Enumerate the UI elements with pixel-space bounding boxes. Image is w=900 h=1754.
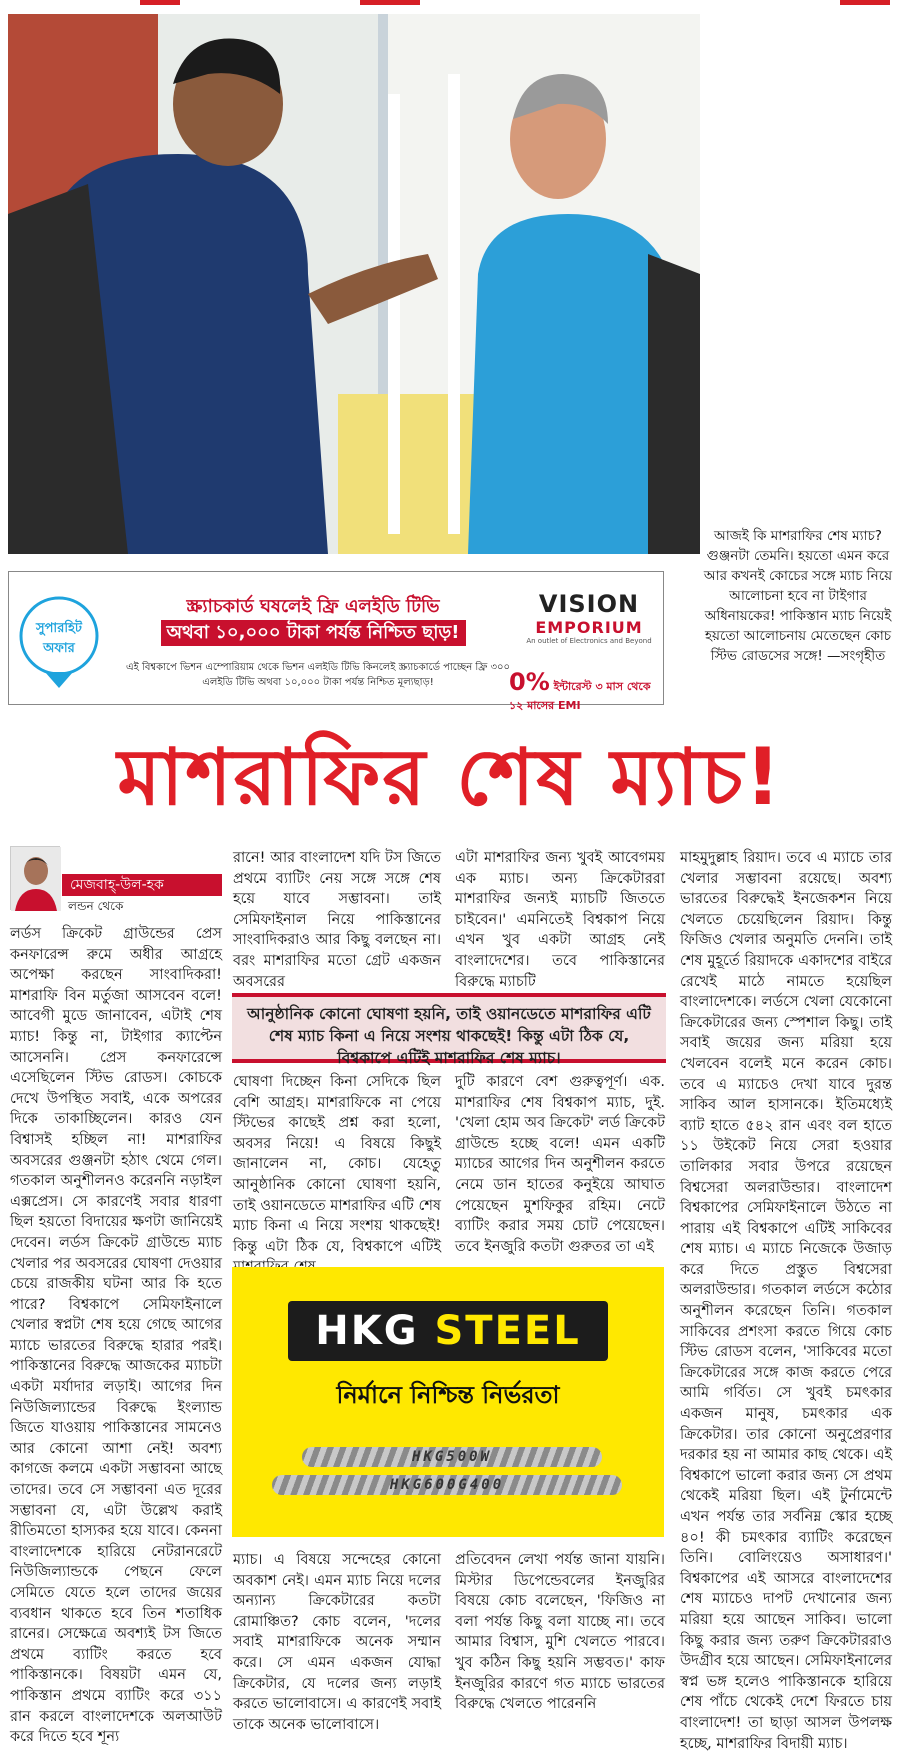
article-column-3b: দুটি কারণে বেশ গুরুত্বপূর্ণ। এক. মাশরাফির শেষ বিশ্বকাপ ম্যাচ, দুই. 'খেলা হোম অব ক্রিকেট' লর্ড ক্রিকেট গ্রাউন্ডে হচ্ছে বলে! এমন একটি ম্যাচের আগের দিন অনুশীলন করতে নেমে ডান হাতের কনুইয়ে আঘাত পেয়েছেন মুশফিকুর রহিম। নেটে ব্যাটিং করার সময় চোট পেয়েছেন। তবে ইনজুরি কতটা গুরুতর তা এই [455,1074,665,1255]
article-column-2a: রানে! আর বাংলাদেশ যদি টস জিতে প্রথমে ব্যাটিং নেয় সঙ্গে সঙ্গে শেষ হয়ে যাবে সম্ভাবনা। তাই সেমিফাইনাল নিয়ে পাকিস্তানের সাংবাদিকরাও আর কিছু বলছেন না। বরং মাশরাফির মতো গ্রেট একজন অবসরের [233,850,441,990]
news-photo [8,14,700,554]
author-photo [10,846,60,910]
top-rule [0,0,900,6]
ad1-line2: অথবা ১০,০০০ টাকা পর্যন্ত নিশ্চিত ছাড়! [161,620,466,646]
ad1-emi-pct: 0% [509,668,550,696]
article-column-2c: ম্যাচ। এ বিষয়ে সন্দেহের কোনো অবকাশ নেই। এমন ম্যাচ নিয়ে দলের অন্যান্য ক্রিকেটারের কতটা রোমাঞ্চিত? কোচ বলেন, 'দলের সবাই মাশরাফিকে অনেক সম্মান করে। সে এমন একজন যোদ্ধা ক্রিকেটার, যে দলের জন্য লড়াই করতে ভালোবাসে। এ কারণেই সবাই তাকে অনেক ভালোবাসে। [233,1552,441,1733]
ad1-headline [113,594,513,646]
photo-caption: আজই কি মাশরাফির শেষ ম্যাচ? গুঞ্জনটা তেমনি। হয়তো এমন করে আর কখনই কোচের সঙ্গে ম্যাচ নিয়ে আলোচনা হবে না টাইগার অধিনায়কের! পাকিস্তান ম্যাচ নিয়েই হয়তো আলোচনায় মেতেছেন কোচ স্টিভ রোডসের সঙ্গে! —সংগৃহীত [703,528,893,664]
superhit-offer-logo [17,594,101,690]
svg-text:সুপারহিট: সুপারহিট [36,621,82,636]
ad1-subtext: এই বিশ্বকাপে ভিশন এম্পোরিয়াম থেকে ভিশন এলইডি টিভি কিনলেই স্ক্র্যাচকার্ডে পাচ্ছেন ফ্রি ৩০০ এলইডি টিভি অথবা ১০,০০০ টাকা পর্যন্ত নিশ্চিত মূল্যছাড়! [125,662,510,688]
ad1-brand: VISION [538,590,640,618]
ad2-logo-b: STEEL [434,1308,581,1354]
article-column-4: মাহমুদুল্লাহ রিয়াদ। তবে এ ম্যাচে তার খেলার সম্ভাবনা রয়েছে। অবশ্য ভারতের বিরুদ্ধেই ইনজেকশন নিয়ে খেলতে চেয়েছিলেন রিয়াদ। কিন্তু ফিজিও খেলার অনুমতি দেননি। তাই শেষ মুহূর্তে রিয়াদকে একাদশের বাইরে রেখেই মাঠে নামতে হয়েছিল বাংলাদেশকে। লর্ডসে খেলা যেকোনো ক্রিকেটারের জন্য স্পেশাল কিছু। তাই সবাই জয়ের জন্য মরিয়া হয়ে খেলবেন বলেই মনে করেন কোচ। তবে এ ম্যাচেও দেখা যাবে দুরন্ত সাকিব আল হাসানকে। ইতিমধ্যেই ব্যাট হাতে ৫৪২ রান এবং বল হাতে ১১ উইকেট নিয়ে সেরা হওয়ার তালিকার সবার উপরে রয়েছেন বিশ্বসেরা অলরাউন্ডার। বাংলাদেশ বিশ্বকাপের সেমিফাইনালে উঠতে না পারায় এই বিশ্বকাপে এটিই সাকিবের শেষ ম্যাচ। এ ম্যাচে নিজেকে উজাড় করে দিতে প্রস্তুত বিশ্বসেরা অলরাউন্ডার। গতকাল লর্ডসে কঠোর অনুশীলন করেছেন তিনি। গতকাল সাকিবের প্রশংসা করতে গিয়ে কোচ স্টিভ রোডস বলেন, 'সাকিবের মতো ক্রিকেটারের সঙ্গে কাজ করতে পেরে আমি গর্বিত। সে খুবই চমৎকার একজন মানুষ, চমৎকার এক ক্রিকেটার। তার কোনো অনুপ্রেরণার দরকার হয় না আমার কাছ থেকে। এই বিশ্বকাপে ভালো করার জন্য সে প্রথম থেকেই মরিয়া ছিল। এই টুর্নামেন্টে এখন পর্যন্ত তার সর্বনিম্ন স্কোর হচ্ছে ৪০! কী চমৎকার ব্যাটিং করেছেন তিনি। বোলিংয়েও অসাধারণ।' বিশ্বকাপের এই আসরে বাংলাদেশের শেষ ম্যাচেও দাপট দেখানোর জন্য মরিয়া হয়ে আছেন সাকিব। ভালো কিছু করার জন্য তরুণ ক্রিকেটাররাও উদগ্রীব হয়ে আছেন। সেমিফাইনালের স্বপ্ন ভঙ্গ হলেও পাকিস্তানকে হারিয়ে শেষ পাঁচে থেকেই দেশে ফিরতে চায় বাংলাদেশ! তা ছাড়া আসল উপলক্ষ হচ্ছে, মাশরাফির বিদায়ী ম্যাচ। [680,850,892,1752]
hkg-steel-ad[interactable] [232,1267,664,1537]
vision-emporium-ad[interactable] [8,571,664,712]
author-location: লন্ডন থেকে [68,899,124,913]
svg-text:অফার: অফার [43,641,75,656]
headline: মাশরাফির শেষ ম্যাচ! [117,733,783,823]
ad1-emi-text: ইন্টারেস্ট ৩ মাস থেকে ১২ মাসের EMI [509,680,651,712]
ad2-tagline: নির্মানে নিশ্চিন্ত নির্ভরতা [336,1381,560,1409]
article-column-3a: এটা মাশরাফির জন্য খুবই আবেগময় এক ম্যাচ। অন্য ক্রিকেটাররা মাশরাফির জন্যই ম্যাচটি জিততে চাইবেন।' এমনিতেই বিশ্বকাপ নিয়ে এখন খুব একটা আগ্রহ নেই বাংলাদেশের। তবে পাকিস্তানের বিরুদ্ধে ম্যাচটি [455,850,665,990]
vision-logo [521,590,657,645]
ad1-line1: স্ক্র্যাচকার্ড ঘষলেই ফ্রি এলইডি টিভি [186,596,440,617]
article-column-1: লর্ডস ক্রিকেট গ্রাউন্ডের প্রেস কনফারেন্স রুমে অধীর আগ্রহে অপেক্ষা করছেন সাংবাদিকরা! মাশরাফি বিন মর্তুজা আসবেন বলে! আবেগী মুডে জানাবেন, এটাই শেষ ম্যাচ! কিন্তু না, টাইগার ক্যাপ্টেন আসেননি। প্রেস কনফারেন্সে এসেছিলেন স্টিভ রোডস। কোচকে দেখে উপস্থিত সবাই, একে অপরের দিকে তাকাচ্ছিলেন। কারও যেন বিশ্বাসই হচ্ছিল না! মাশরাফির অবসরের গুঞ্জনটা হঠাৎ থেমে গেল। গতকাল অনুশীলনও করেননি নড়াইল এক্সপ্রেস। সে কারণেই সবার ধারণা ছিল হয়তো বিদায়ের ক্ষণটা জানিয়েই দেবেন। লর্ডস ক্রিকেট গ্রাউন্ডে ম্যাচ খেলার পর অবসরের ঘোষণা দেওয়ার চেয়ে রাজকীয় ঘটনা আর কি হতে পারে? বিশ্বকাপে সেমিফাইনালে খেলার স্বপ্নটা শেষ হয়ে গেছে আগের ম্যাচে ভারতের বিরুদ্ধে হারার পরই। পাকিস্তানের বিরুদ্ধে আজকের ম্যাচটা একটা মর্যাদার লড়াই। আগের দিন নিউজিল্যান্ডের বিরুদ্ধে ইংল্যান্ড জিতে যাওয়ায় পাকিস্তানের সামনেও আর কোনো আশা নেই! অবশ্য কাগজে কলমে একটা সম্ভাবনা আছে তাদের। তবে সে সম্ভাবনা এত দূরের সম্ভাবনা যে, এটা উল্লেখ করাই রীতিমতো হাস্যকর হয়ে যাবে। কেননা বাংলাদেশকে হারিয়ে নেটরানরেটে নিউজিল্যান্ডকে পেছনে ফেলে সেমিতে যেতে হলে তাদের জয়ের ব্যবধান থাকতে হবে তিন শতাধিক রানের। সেক্ষেত্রে অবশ্যই টস জিতে প্রথমে ব্যাটিং করতে হবে পাকিস্তানকে। বিষয়টা এমন যে, পাকিস্তান প্রথমে ব্যাটিং করে ৩১১ রান করলে বাংলাদেশকে অলআউট করে দিতে হবে শূন্য [10,926,222,1746]
ad1-emi [509,668,663,716]
rebar-2: HKG600G400 [272,1475,622,1495]
hkg-steel-logo [288,1301,608,1361]
author-name: মেজবাহ্-উল-হক [62,874,222,896]
ad1-brand2: EMPORIUM [535,618,643,637]
article-column-2b: ঘোষণা দিচ্ছেন কিনা সেদিকে ছিল বেশি আগ্রহ। মাশরাফিকে না পেয়ে স্টিভের কাছেই প্রশ্ন করা হলো, অবসর নিয়ে! এ বিষয়ে কিছুই জানালেন না, কোচ। যেহেতু আনুষ্ঠানিক কোনো ঘোষণা হয়নি, তাই ওয়ানডেতে মাশরাফির এটি শেষ ম্যাচ কিনা এ নিয়ে সংশয় থাকছেই! কিন্তু এটা ঠিক যে, বিশ্বকাপে এটিই [233,1074,441,1255]
ad1-brand3: An outlet of Electronics and Beyond [526,637,652,645]
article-column-3c: প্রতিবেদন লেখা পর্যন্ত জানা যায়নি। মিস্টার ডিপেন্ডেবলের ইনজুরির বিষয়ে কোচ বলেছেন, 'ফিজিও না বলা পর্যন্ত কিছু বলা যাচ্ছে না। তবে আমার বিশ্বাস, মুশি খেলতে পারবে। খুব কঠিন কিছু হয়নি সম্ভবত।' কাফ ইনজুরির কারণে গত ম্যাচে ভারতের বিরুদ্ধে খেলতে পারেননি [455,1552,665,1713]
ad2-logo-a: HKG [315,1308,419,1354]
author-byline [10,846,222,916]
pull-quote: আনুষ্ঠানিক কোনো ঘোষণা হয়নি, তাই ওয়ানডেতে মাশরাফির এটি শেষ ম্যাচ কিনা এ নিয়ে সংশয় থাকছেই! কিন্তু এটা ঠিক যে, বিশ্বকাপে এটিই মাশরাফির শেষ ম্যাচ। [232,993,666,1063]
rebar-1: HKG500W [302,1447,602,1467]
